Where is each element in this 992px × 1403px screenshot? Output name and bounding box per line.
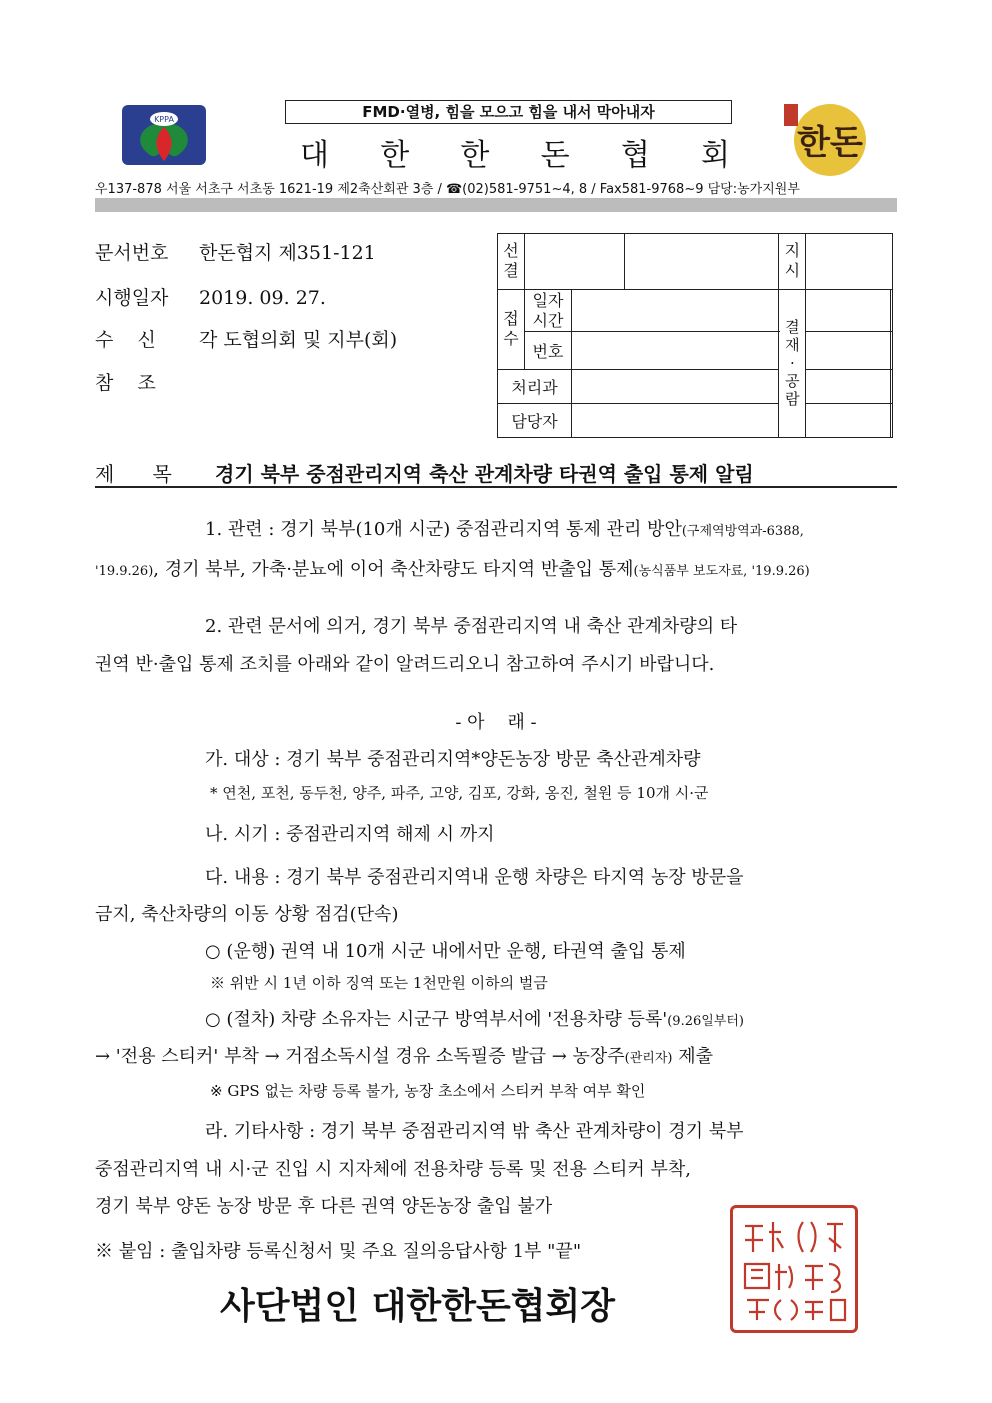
para-1-line-2	[95, 555, 897, 581]
issuer-name: 사단법인 대한한돈협회장	[220, 1286, 616, 1327]
cell-empty	[891, 289, 893, 331]
cell-damdangja: 담당자	[498, 403, 572, 437]
org-char: 대	[300, 138, 329, 173]
cell-ilja-sigan: 일자 시간	[525, 289, 572, 331]
svg-text:KPPA: KPPA	[154, 115, 174, 124]
org-char: 한	[460, 138, 490, 173]
para-2-line-2: 권역 반·출입 통제 조치를 아래와 같이 알려드리오니 참고하여 주시기 바랍니다.	[95, 654, 715, 675]
hanpork-logo	[780, 98, 872, 180]
cell-empty	[806, 403, 891, 437]
approval-table	[497, 233, 893, 438]
cell-empty	[625, 234, 779, 290]
cell-empty	[806, 234, 893, 290]
reference-row	[95, 368, 199, 395]
meta-value: 각 도협의회 및 지부(회)	[199, 329, 398, 351]
text: 1. 관련 : 경기 북부(10개 시군) 중점관리지역 통제 관리 방안	[205, 519, 682, 540]
item-o1: ○ (운행) 권역 내 10개 시군 내에서만 운행, 타권역 출입 통제	[205, 941, 686, 962]
org-char: 한	[380, 138, 410, 173]
attachment-line: ※ 붙임 : 출입차량 등록신청서 및 주요 질의응답사항 1부 "끝"	[95, 1241, 582, 1262]
org-char: 돈	[540, 138, 570, 173]
organization-name	[300, 130, 730, 174]
text-small: (농식품부 보도자료, '19.9.26)	[633, 564, 810, 579]
cell-seongyeol: 선 결	[498, 234, 525, 290]
meta-value: 2019. 09. 27.	[199, 287, 326, 309]
org-char: 회	[701, 138, 730, 173]
item-na: 나. 시기 : 중점관리지역 해제 시 까지	[205, 824, 495, 845]
item-da-line-2: 금지, 축산차량의 이동 상황 점검(단속)	[95, 904, 399, 925]
para-1-line-1	[205, 515, 992, 541]
subject-line	[95, 458, 897, 487]
cell-empty	[806, 332, 891, 369]
address-line: 우137-878 서울 서초구 서초동 1621-19 제2축산회관 3층 / ☎(02)581-9751~4, 8 / Fax581-9768~9 담당:농가지원부	[95, 182, 800, 197]
meta-key: 시행일자	[95, 287, 169, 309]
cell-empty	[891, 403, 893, 437]
text: → '전용 스티커' 부착 → 거점소독시설 경유 소독필증 발급 → 농장주	[95, 1046, 625, 1067]
slogan-box: FMD·열병, 힘을 모으고 힘을 내서 막아내자	[285, 100, 732, 124]
cell-beonho: 번호	[525, 332, 572, 369]
item-ga: 가. 대상 : 경기 북부 중점관리지역*양돈농장 방문 축산관계차량	[205, 749, 701, 770]
cell-empty	[572, 332, 779, 369]
item-o2-line-1	[205, 1005, 992, 1031]
cell-cheorigwa: 처리과	[498, 369, 572, 403]
item-o2-line-2	[95, 1042, 897, 1068]
cell-empty	[572, 403, 779, 437]
cell-empty	[572, 369, 779, 403]
issue-date-row	[95, 283, 326, 310]
item-o2-note: ※ GPS 없는 차량 등록 불가, 농장 초소에서 스티커 부착 여부 확인	[210, 1082, 646, 1100]
header-divider-bar	[95, 198, 897, 212]
recipient-row	[95, 325, 397, 352]
cell-empty	[525, 234, 625, 290]
item-da-line-1: 다. 내용 : 경기 북부 중점관리지역내 운행 차량은 타지역 농장 방문을	[205, 867, 744, 888]
para-2-line-1: 2. 관련 문서에 의거, 경기 북부 중점관리지역 내 축산 관계차량의 타	[205, 616, 738, 637]
text-small: (구제역방역과-6388,	[681, 524, 804, 539]
text-small: (9.26일부터)	[667, 1014, 744, 1029]
cell-empty	[806, 369, 891, 403]
cell-empty	[806, 289, 891, 331]
item-ga-note: * 연천, 포천, 동두천, 양주, 파주, 고양, 김포, 강화, 옹진, 철원 등 10개 시·군	[210, 784, 709, 802]
arae-heading: - 아 래 -	[455, 712, 537, 733]
cell-empty	[891, 369, 893, 403]
official-seal	[730, 1205, 858, 1333]
cell-jisi: 지 시	[779, 234, 806, 290]
subject-label: 제 목	[95, 462, 172, 486]
subject-underline	[95, 486, 897, 488]
cell-jeopsu: 접 수	[498, 289, 525, 369]
subject-title: 경기 북부 중점관리지역 축산 관계차량 타권역 출입 통제 알림	[215, 462, 754, 486]
item-ra-line-3: 경기 북부 양돈 농장 방문 후 다른 권역 양돈농장 출입 불가	[95, 1196, 553, 1217]
org-char: 협	[620, 138, 650, 173]
item-o1-note: ※ 위반 시 1년 이하 징역 또는 1천만원 이하의 벌금	[210, 974, 548, 992]
cell-empty	[572, 289, 779, 331]
text: ○ (절차) 차량 소유자는 시군구 방역부서에 '전용차량 등록'	[205, 1009, 668, 1030]
item-ra-line-1: 라. 기타사항 : 경기 북부 중점관리지역 밖 축산 관계차량이 경기 북부	[205, 1121, 744, 1142]
item-ra-line-2: 중점관리지역 내 시·군 진입 시 지자체에 전용차량 등록 및 전용 스티커 부착,	[95, 1159, 692, 1180]
text: , 경기 북부, 가축·분뇨에 이어 축산차량도 타지역 반출입 통제	[153, 559, 634, 580]
text-small: (관리자)	[624, 1051, 673, 1066]
text-small: '19.9.26)	[95, 564, 154, 579]
svg-text:한돈: 한돈	[797, 123, 863, 163]
meta-value: 한돈협지 제351-121	[199, 242, 376, 264]
doc-number-row	[95, 238, 376, 265]
kppa-logo	[120, 103, 208, 167]
cell-gyeoljae: 결 재 · 공 람	[779, 289, 806, 437]
meta-key: 수 신	[95, 329, 156, 351]
text: 제출	[672, 1046, 713, 1067]
meta-key: 문서번호	[95, 242, 169, 264]
meta-key: 참 조	[95, 372, 156, 394]
cell-empty	[891, 332, 893, 369]
